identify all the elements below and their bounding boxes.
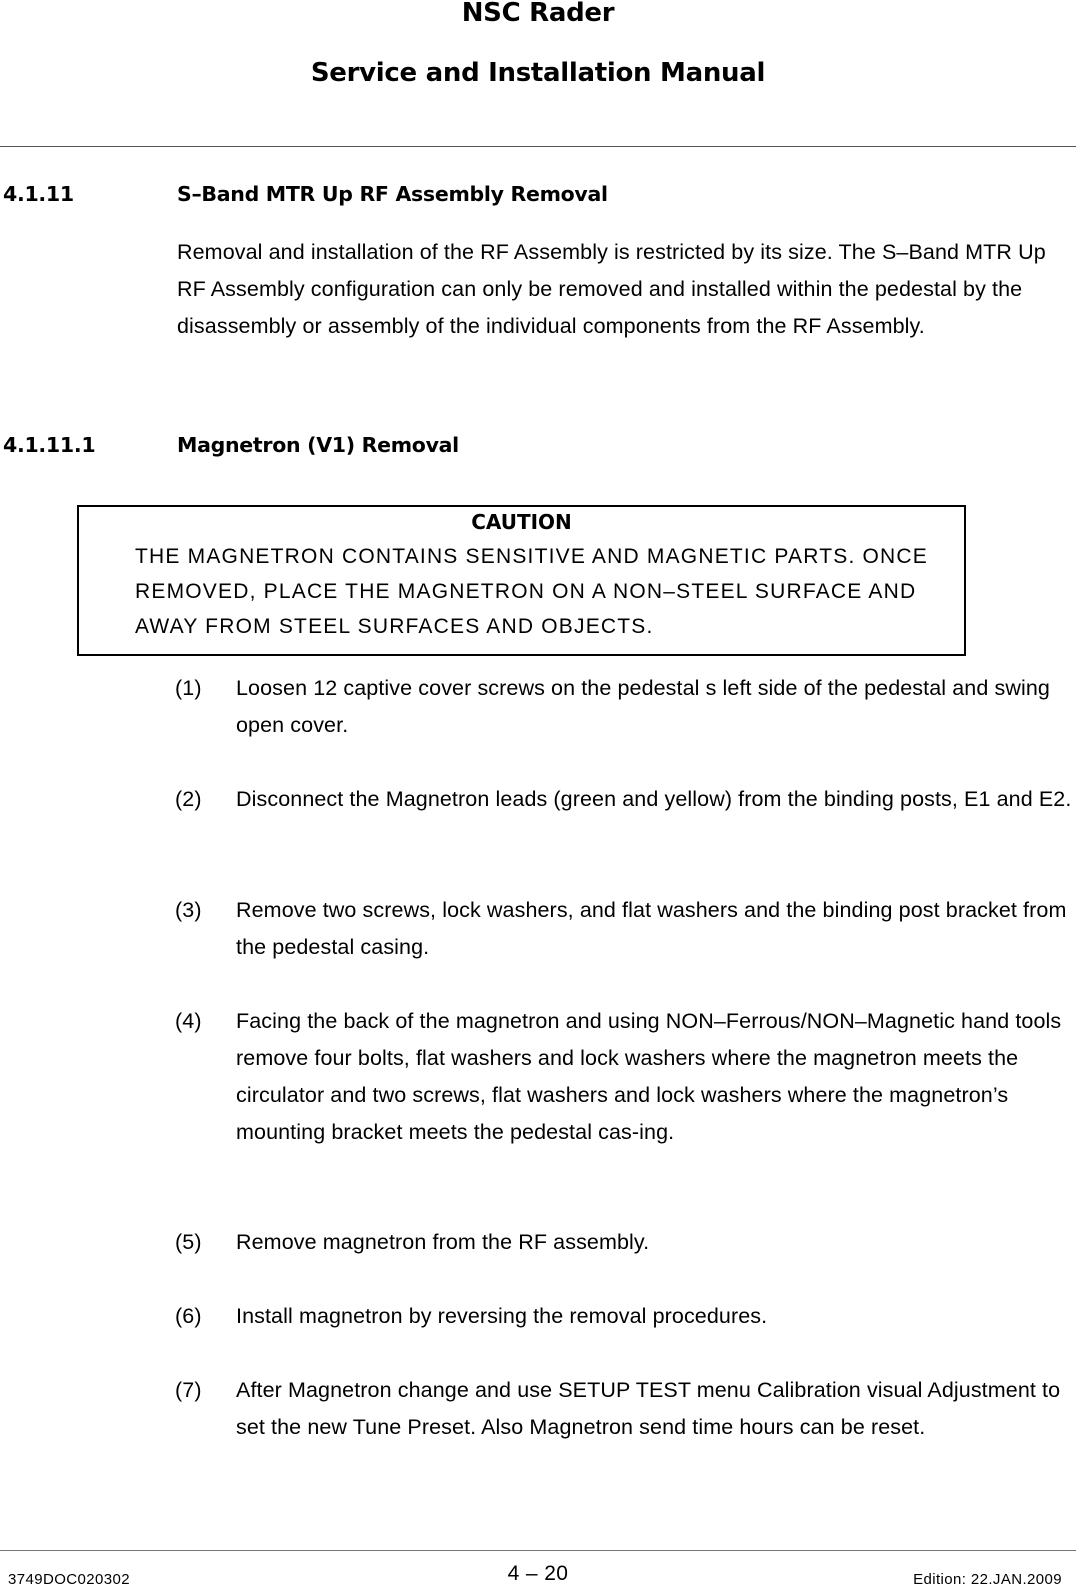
document-subtitle: Service and Installation Manual	[310, 58, 766, 88]
document-title: NSC Rader	[461, 0, 615, 28]
step-number: (1)	[175, 676, 202, 700]
section-title: S–Band MTR Up RF Assembly Removal	[177, 182, 608, 206]
step-text: Facing the back of the magnetron and using NON–Ferrous/NON–Magnetic hand tools remove four bolts, flat washers and lock washers where the magnetron meets the circulator and two screws, flat washers and lock washers where the magnetron’s mounting bracket meets the pedestal cas-ing.	[236, 1009, 1062, 1144]
page-number: 4 – 20	[507, 1562, 569, 1585]
step-number: (5)	[175, 1230, 202, 1254]
document-number: 3749DOC020302	[8, 1571, 130, 1588]
footer-divider	[0, 1550, 1076, 1551]
step-text: Remove two screws, lock washers, and flat washers and the binding post bracket from the pedestal casing.	[236, 898, 1067, 959]
step-number: (6)	[175, 1304, 202, 1328]
caution-heading: CAUTION	[471, 510, 572, 534]
step-text: Loosen 12 captive cover screws on the pedestal s left side of the pedestal and swing open cover.	[236, 676, 1050, 737]
step-text: Install magnetron by reversing the removal procedures.	[236, 1304, 768, 1328]
edition-date: Edition: 22.JAN.2009	[913, 1571, 1062, 1588]
step-number: (7)	[175, 1378, 202, 1402]
subsection-title: Magnetron (V1) Removal	[177, 433, 459, 457]
step-text: After Magnetron change and use SETUP TEST menu Calibration visual Adjustment to set the new Tune Preset. Also Magnetron send time hours can be reset.	[236, 1378, 1061, 1439]
caution-box	[77, 505, 966, 656]
section-number: 4.1.11	[3, 182, 74, 206]
caution-text: THE MAGNETRON CONTAINS SENSITIVE AND MAGNETIC PARTS. ONCE REMOVED, PLACE THE MAGNETRON ON A NON–STEEL SURFACE AND AWAY FROM STEEL SURFACES AND OBJECTS.	[135, 545, 928, 638]
step-number: (4)	[175, 1009, 202, 1033]
section-paragraph: Removal and installation of the RF Assembly is restricted by its size. The S–Band MTR Up RF Assembly configuration can only be removed and installed within the pedestal by the disassembly or assembly of the individual components from the RF Assembly.	[177, 240, 1046, 338]
step-number: (2)	[175, 787, 202, 811]
step-number: (3)	[175, 898, 202, 922]
step-text: Remove magnetron from the RF assembly.	[236, 1230, 650, 1254]
header-divider	[0, 146, 1076, 147]
step-text: Disconnect the Magnetron leads (green and yellow) from the binding posts, E1 and E2.	[236, 787, 1072, 811]
subsection-number: 4.1.11.1	[3, 433, 96, 457]
